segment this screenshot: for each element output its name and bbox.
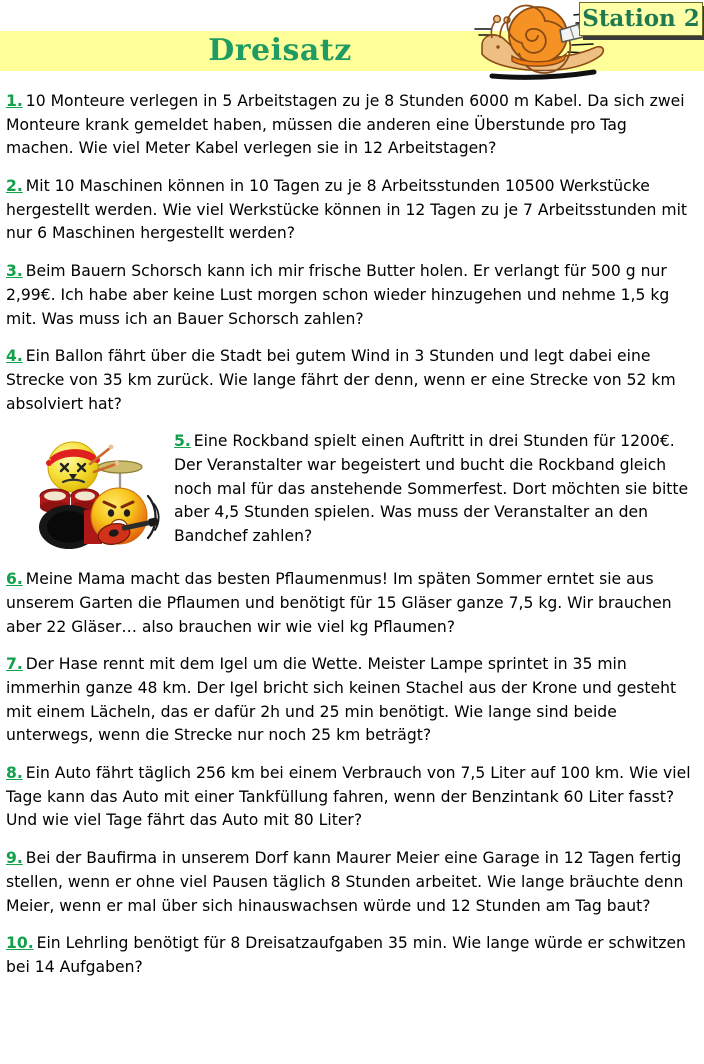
task-number: 7. <box>6 655 23 674</box>
task-number: 1. <box>6 92 23 110</box>
task-list <box>0 90 704 980</box>
task-number: 9. <box>6 849 23 868</box>
task-text: Bei der Baufirma in unserem Dorf kann Maurer Meier eine Garage in 12 Tagen fertig stellen, wenn er ohne viel Pausen täglich 8 Stunden arbeitet. Wie lange bräuchte denn Meier, wenn er mal über sich hinauswachsen würde und 12 Stunden am Tag baut? <box>6 849 684 915</box>
task-number: 10. <box>6 934 34 953</box>
task-text: Ein Auto fährt täglich 256 km bei einem Verbrauch von 7,5 Liter auf 100 km. Wie viel Tage kann das Auto mit einer Tankfüllung fahren, wenn der Benzintank 60 Liter fasst? Und wie viel Tage fährt das Auto mit 80 Liter? <box>6 764 691 830</box>
task-number: 5. <box>174 432 191 451</box>
page-title: Dreisatz <box>208 33 352 68</box>
task-item <box>6 653 696 748</box>
task-item <box>6 932 696 979</box>
task-text: Der Hase rennt mit dem Igel um die Wette. Meister Lampe sprintet in 35 min immerhin ganze 48 km. Der Igel bricht sich keinen Stachel aus der Krone und gesteht mit einem Lächeln, das er dafür 2h und 25 min benötigt. Wie lange sind beide unterwegs, wenn die Strecke nur noch 25 km beträgt? <box>6 655 677 745</box>
task-item <box>6 90 696 161</box>
task-text: Mit 10 Maschinen können in 10 Tagen zu je 8 Arbeitsstunden 10500 Werkstücke hergestellt werden. Wie viel Werkstücke können in 12 Tagen zu je 7 Arbeitsstunden mit nur 6 Maschinen hergestellt werden? <box>6 177 688 243</box>
task-item <box>6 568 696 639</box>
task-number: 8. <box>6 764 23 783</box>
task-text-block <box>174 430 696 548</box>
task-text: Eine Rockband spielt einen Auftritt in drei Stunden für 1200€. Der Veranstalter war begeistert und bucht die Rockband gleich noch mal für das anstehende Sommerfest. Dort möchten sie bitte aber 4,5 Stunden spielen. Was muss der Veranstalter an den Bandchef zahlen? <box>174 432 689 545</box>
rock-band-smileys-icon <box>36 434 162 552</box>
task-number: 6. <box>6 570 23 589</box>
task-item <box>6 430 696 554</box>
station-badge-label: Station 2 <box>582 5 700 32</box>
task-item <box>6 762 696 833</box>
task-text: Ein Lehrling benötigt für 8 Dreisatzaufgaben 35 min. Wie lange würde er schwitzen bei 14 Aufgaben? <box>6 934 686 976</box>
worksheet-header <box>0 0 704 88</box>
task-text: Ein Ballon fährt über die Stadt bei gutem Wind in 3 Stunden und legt dabei eine Strecke von 35 km zurück. Wie lange fährt der denn, wenn er eine Strecke von 52 km absolviert hat? <box>6 347 676 413</box>
task-item <box>6 847 696 918</box>
task-number: 3. <box>6 262 23 281</box>
task-item <box>6 260 696 331</box>
task-item <box>6 345 696 416</box>
task-text: 10 Monteure verlegen in 5 Arbeitstagen zu je 8 Stunden 6000 m Kabel. Da sich zwei Monteure krank gemeldet haben, müssen die anderen eine Überstunde pro Tag machen. Wie viel Meter Kabel verlegen sie in 12 Arbeitstagen? <box>6 92 685 158</box>
task-number: 4. <box>6 347 23 366</box>
task-number: 2. <box>6 177 23 196</box>
task-text: Meine Mama macht das besten Pflaumenmus! Im späten Sommer erntet sie aus unserem Garten die Pflaumen und benötigt für 15 Gläser ganze 7,5 kg. Wir brauchen aber 22 Gläser… also brauchen wir wie viel kg Pflaumen? <box>6 570 672 636</box>
task-item <box>6 175 696 246</box>
task-text: Beim Bauern Schorsch kann ich mir frische Butter holen. Er verlangt für 500 g nur 2,99€. Ich habe aber keine Lust morgen schon wieder hinzugehen und nehme 1,5 kg mit. Was muss ich an Bauer Schorsch zahlen? <box>6 262 670 328</box>
